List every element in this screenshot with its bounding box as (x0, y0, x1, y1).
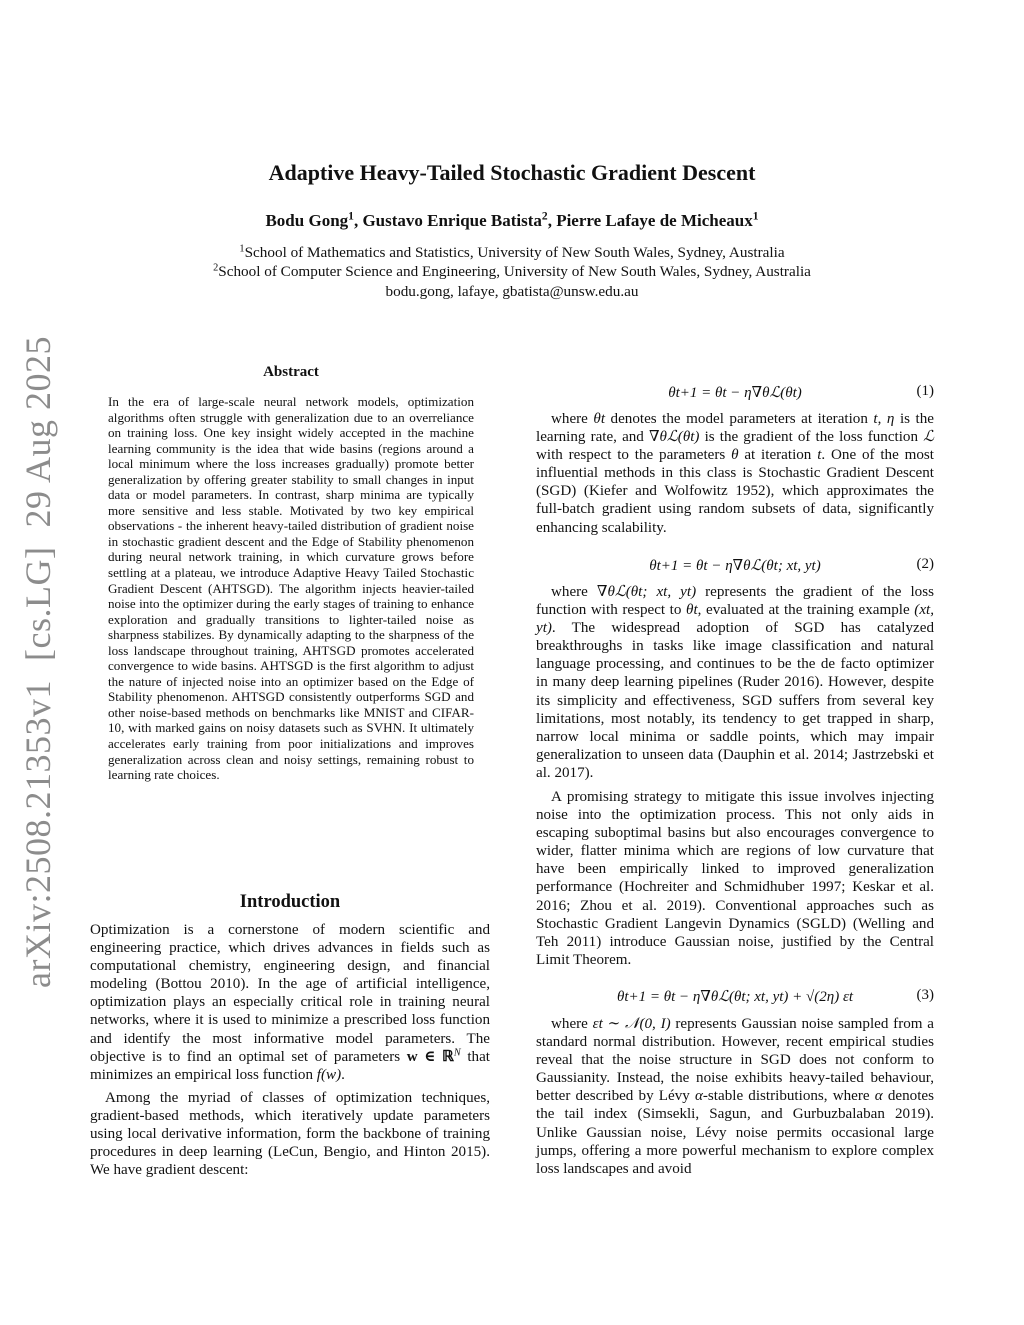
author-emails: bodu.gong, lafaye, gbatista@unsw.edu.au (385, 283, 639, 300)
affiliation-2-mark: 2 (213, 262, 219, 274)
affiliation-2 (0, 263, 1024, 281)
equation-3-body: θt+1 = θt − η∇θℒ(θt; xt, yt) + √(2η) εt (616, 989, 854, 1005)
abstract-heading: Abstract (263, 364, 319, 380)
equation-1-body: θt+1 = θt − η∇θℒ(θt) (668, 385, 802, 401)
author-3: , Pierre Lafaye de Micheaux (547, 211, 753, 230)
rp1-math-eta: η (886, 411, 895, 427)
intro-p1-math-superscript: N (453, 1047, 461, 1059)
rp1-c: , (877, 411, 887, 427)
equation-1-number: (1) (916, 383, 934, 399)
rp2-d: . The widespread adoption of SGD has catalyzed breakthroughs in tasks like image classification and natural language processing, and continues to be the de facto optimizer in many deep learning pipelines (Ruder 2016). However, despite its simplicity and effectiveness, SGD suffers from several key limitations, most notably, its tendency to get trapped in sharp, narrow local minima or saddle points, which may impair generalization to unseen data (Dauphin et al. 2014; Jastrzebski et al. 2017). (536, 620, 934, 781)
rp2-b: represents the gradient of the loss function with respect to (536, 584, 934, 619)
right-paragraph-4 (536, 1015, 934, 1178)
rp4-b: represents Gaussian noise sampled from a standard normal distribution. However, recent empirical studies reveal that the noise structure in SGD does not conform to Gaussianity. Instead, the noise exhibits heavy-tailed behaviour, better described by Lévy (536, 1016, 934, 1105)
right-paragraph-2 (536, 583, 934, 782)
rp4-math-noise: εt ∼ 𝒩(0, I) (592, 1016, 671, 1032)
right-paragraph-1 (536, 410, 934, 537)
equation-2-body: θt+1 = θt − η∇θℒ(θt; xt, yt) (649, 558, 821, 574)
equation-3 (536, 987, 934, 1011)
rp1-e: is the gradient of the loss function (699, 429, 924, 446)
equation-3-number: (3) (916, 987, 934, 1003)
rp1-h: . One of the most influential methods in this class is Stochastic Gradient Descent (SGD) (Kiefer and Wolfowitz 1952), which approximates the full-batch gradient using random subsets of data, significantly enhancing scalability. (536, 447, 934, 536)
rp3-text: A promising strategy to mitigate this issue involves injecting noise into the optimization process. This not only aids in escaping suboptimal basins but also encourages convergence to wider, flatter minima which are regions of low curvature that have been empirically linked to improved generalization performance (Hochreiter and Schmidhuber 1997; Keskar et al. 2016; Zhou et al. 2019). Conventional approaches such as Stochastic Gradient Langevin Dynamics (SGLD) (Welling and Teh 2011) introduce Gaussian noise, justified by the Central Limit Theorem. (536, 789, 934, 968)
rp1-math-t: t (873, 411, 878, 427)
author-2-affiliation-mark: 2 (541, 209, 548, 223)
rp1-math-gradient: ∇θℒ(θt) (648, 429, 700, 446)
rp1-b: denotes the model parameters at iteration (605, 411, 874, 427)
affiliation-1-mark: 1 (239, 243, 245, 255)
intro-p1-text-a: Optimization is a cornerstone of modern scientific and engineering practice, which drives advances in fields such as computational chemistry, engineering design, and financial modeling (Bottou 2010). In the age of artificial intelligence, optimization plays an especially critical role in training neural networks, where it is used to minimize a prescribed loss function and identify the most informative model parameters. The objective is to find an optimal set of parameters (90, 922, 490, 1065)
rp1-math-loss: ℒ (923, 429, 934, 446)
rp1-math-theta: θ (731, 447, 739, 464)
introduction-heading: Introduction (239, 892, 341, 912)
author-1: Bodu Gong (265, 211, 349, 230)
rp1-d: is the learning rate, and (536, 411, 934, 446)
rp2-a: where (551, 584, 597, 600)
author-2: , Gustavo Enrique Batista (353, 211, 542, 230)
rp1-a: where (551, 411, 594, 427)
abstract-body: In the era of large-scale neural network models, optimization algorithms often struggle with generalization due to an overreliance on training loss. One key insight widely accepted in the machine learning community is the idea that wide basins (regions around a local minimum where the loss increases gradually) promote better generalization by offering greater stability to small changes in input data or model parameters. In contrast, sharp minima are typically more sensitive and less stable. Motivated by two key empirical observations - the inherent heavy-tailed distribution of gradient noise in stochastic gradient descent and the Edge of Stability phenomenon during neural network training, in which curvature grows before settling at a plateau, we introduce Adaptive Heavy Tailed Stochastic Gradient Descent (AHTSGD). The algorithm injects heavier-tailed noise into the optimizer during the early stages of training to enhance exploration and gradually transitions to lighter-tailed noise as sharpness stabilizes. By dynamically adapting to the sharpness of the loss landscape throughout training, AHTSGD promotes accelerated convergence to wide basins. AHTSGD is the first algorithm to adjust the nature of injected noise into an optimizer based on the Edge of Stability phenomenon. AHTSGD consistently outperforms SGD and other noise-based methods on benchmarks like MNIST and CIFAR-10, with marked gains on noisy datasets such as SVHN. It ultimately accelerates early training from poor initializations and improves generalization across clean and noisy settings, remaining robust to learning rate choices. (108, 394, 474, 783)
rp2-math-theta-t: θt (686, 602, 698, 619)
affiliation-1-text: School of Mathematics and Statistics, University of New South Wales, Sydney, Australia (244, 244, 785, 261)
rp1-math-theta-t: θt (593, 411, 606, 427)
author-1-affiliation-mark: 1 (348, 209, 354, 223)
right-paragraph-3 (536, 788, 934, 969)
rp4-math-alpha-2: α (874, 1088, 883, 1105)
intro-p1-math-loss: f(w) (316, 1066, 342, 1083)
rp4-c: -stable distributions, where (702, 1088, 875, 1105)
rp4-a: where (551, 1016, 593, 1032)
introduction-paragraph-1 (90, 921, 490, 1084)
rp2-math-gradient: ∇θℒ(θt; xt, yt) (596, 584, 697, 600)
intro-p2-text: Among the myriad of classes of optimization techniques, gradient-based methods, which iteratively update parameters using local derivative information, form the backbone of training procedures in deep learning (LeCun, Bengio, and Hinton 2015). We have gradient descent: (90, 1090, 490, 1179)
intro-p1-text-c: . (341, 1066, 345, 1083)
equation-1 (536, 383, 934, 407)
introduction-paragraph-2 (90, 1089, 490, 1179)
intro-p1-text-b: that minimizes an empirical loss function (90, 1048, 490, 1083)
rp1-f: with respect to the parameters (536, 447, 732, 464)
equation-2 (536, 556, 934, 580)
equation-2-number: (2) (916, 556, 934, 572)
author-3-affiliation-mark: 1 (752, 209, 759, 223)
arxiv-identifier: arXiv:2508.21353v1 [cs.LG] 29 Aug 2025 (18, 336, 58, 988)
rp1-g: at iteration (738, 447, 818, 464)
rp4-d: denotes the tail index (Simsekli, Sagun, and Gurbuzbalaban 2019). Unlike Gaussian noise, Lévy noise permits occasional large jumps, offering a more powerful mechanism to explore complex loss landscapes and avoid (536, 1088, 934, 1177)
rp2-math-example: (xt, yt) (536, 602, 934, 637)
rp2-c: , evaluated at the training example (697, 602, 915, 619)
author-list (0, 211, 1024, 231)
intro-p1-math-param-space: w ∈ ℝ (406, 1048, 454, 1065)
affiliation-2-text: School of Computer Science and Engineering, University of New South Wales, Sydney, Australia (218, 263, 811, 280)
affiliation-1 (0, 244, 1024, 262)
paper-title: Adaptive Heavy-Tailed Stochastic Gradient Descent (268, 160, 756, 185)
rp4-math-alpha: α (694, 1088, 703, 1105)
rp1-math-t2: t (817, 447, 822, 464)
